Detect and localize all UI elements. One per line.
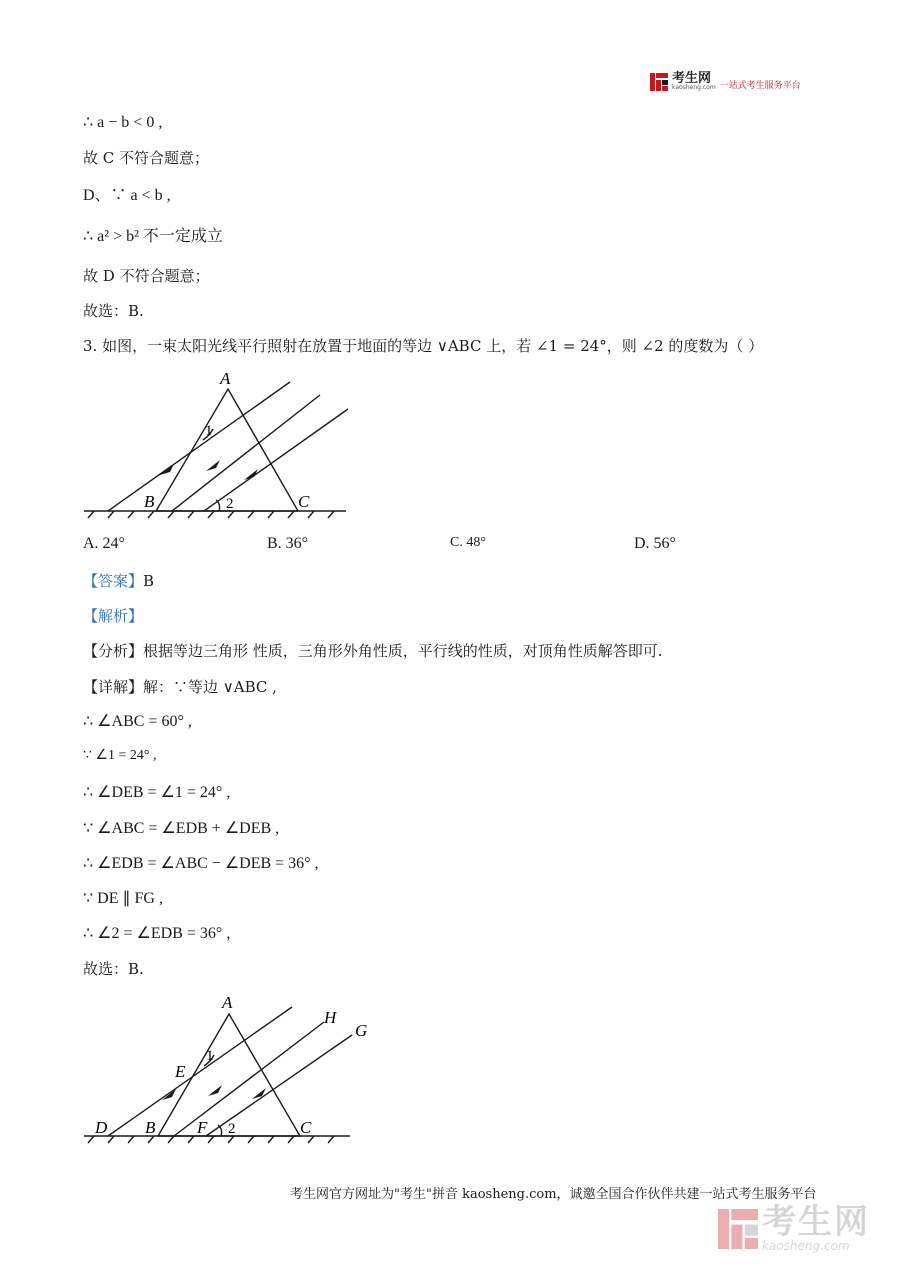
fig1-triangle xyxy=(156,389,298,511)
choice-a: A. 24° xyxy=(83,535,125,552)
fig2-arrow-1 xyxy=(162,1089,176,1100)
fig2-arrow-2 xyxy=(208,1085,222,1096)
watermark-url: kaosheng.com xyxy=(762,1239,850,1253)
fig2-label-2: 2 xyxy=(228,1121,236,1137)
step-angle1-24: ∵ ∠1 = 24° , xyxy=(83,748,157,763)
footer-text: 考生网官方网址为"考生"拼音 kaosheng.com，诚邀全国合作伙伴共建一站式考生服务平台 xyxy=(290,1187,817,1202)
analysis-xiangjie: 【详解】解：∵等边 ∨ABC , xyxy=(83,678,277,696)
brand-url: kaosheng.com xyxy=(672,84,716,91)
step-de-parallel-fg: ∵ DE ∥ FG , xyxy=(83,890,163,907)
line-a-minus-b: ∴ a − b < 0 , xyxy=(83,114,163,131)
watermark-logo-icon xyxy=(718,1209,758,1249)
line-choose-b-2: 故选：B. xyxy=(83,960,144,978)
question-3-stem: 3. 如图，一束太阳光线平行照射在放置于地面的等边 ∨ABC 上，若 ∠1 = 24°，则 ∠2 的度数为（ ） xyxy=(83,337,764,355)
fig2-label-g: G xyxy=(355,1021,368,1040)
line-choose-b-1: 故选：B. xyxy=(83,302,144,320)
kaosheng-logo-icon xyxy=(650,73,668,91)
analysis-fenxi: 【分析】根据等边三角形 性质，三角形外角性质，平行线的性质，对顶角性质解答即可. xyxy=(83,642,663,660)
fig1-label-2: 2 xyxy=(226,496,234,512)
fig2-label-b: B xyxy=(145,1118,156,1137)
fig2-label-h: H xyxy=(324,1008,337,1027)
fig2-label-f: F xyxy=(197,1118,208,1137)
figure-1 xyxy=(80,365,360,525)
brand-name: 考生网 xyxy=(672,71,712,86)
fig1-label-1: 1 xyxy=(205,423,213,439)
watermark-brand: 考生网 xyxy=(762,1202,870,1242)
answer-tag: 【答案】 xyxy=(83,572,144,590)
brand-slogan: 一站式考生服务平台 xyxy=(719,81,801,91)
fig2-label-d: D xyxy=(95,1118,108,1137)
header-logo xyxy=(650,72,801,91)
watermark xyxy=(718,1202,870,1253)
fig1-label-a: A xyxy=(220,369,231,388)
analysis-tag: 【解析】 xyxy=(83,607,144,625)
fig2-label-a: A xyxy=(222,993,233,1012)
step-edb-36: ∴ ∠EDB = ∠ABC − ∠DEB = 36° , xyxy=(83,855,319,872)
choice-b: B. 36° xyxy=(267,535,309,552)
fig2-label-e: E xyxy=(175,1062,186,1081)
fig2-label-c: C xyxy=(300,1118,312,1137)
line-c-not-fit: 故 C 不符合题意； xyxy=(83,149,210,167)
answer-line xyxy=(83,570,154,591)
line-d-a-lt-b: D、∵ a < b , xyxy=(83,187,171,204)
line-a2-gt-b2: ∴ a² > b² 不一定成立 xyxy=(83,228,223,245)
fig2-ground-hatch xyxy=(88,1136,334,1143)
fig1-ray-1 xyxy=(108,382,290,511)
choice-c: C. 48° xyxy=(450,535,486,550)
fig1-label-c: C xyxy=(298,492,310,511)
step-angle2-36: ∴ ∠2 = ∠EDB = 36° , xyxy=(83,925,231,942)
choice-d: D. 56° xyxy=(634,535,676,552)
answer-value: B xyxy=(143,572,155,590)
step-deb-24: ∴ ∠DEB = ∠1 = 24° , xyxy=(83,784,231,801)
fig1-arrow-2 xyxy=(206,460,220,471)
line-d-not-fit: 故 D 不符合题意； xyxy=(83,267,210,285)
figure-2 xyxy=(80,990,380,1155)
fig2-label-1: 1 xyxy=(206,1048,214,1064)
step-abc-sum: ∵ ∠ABC = ∠EDB + ∠DEB , xyxy=(83,820,280,837)
fig2-arrow-3 xyxy=(252,1088,266,1099)
step-abc-60: ∴ ∠ABC = 60° , xyxy=(83,713,192,730)
fig1-label-b: B xyxy=(144,492,155,511)
fig1-ground-hatch xyxy=(88,511,334,518)
